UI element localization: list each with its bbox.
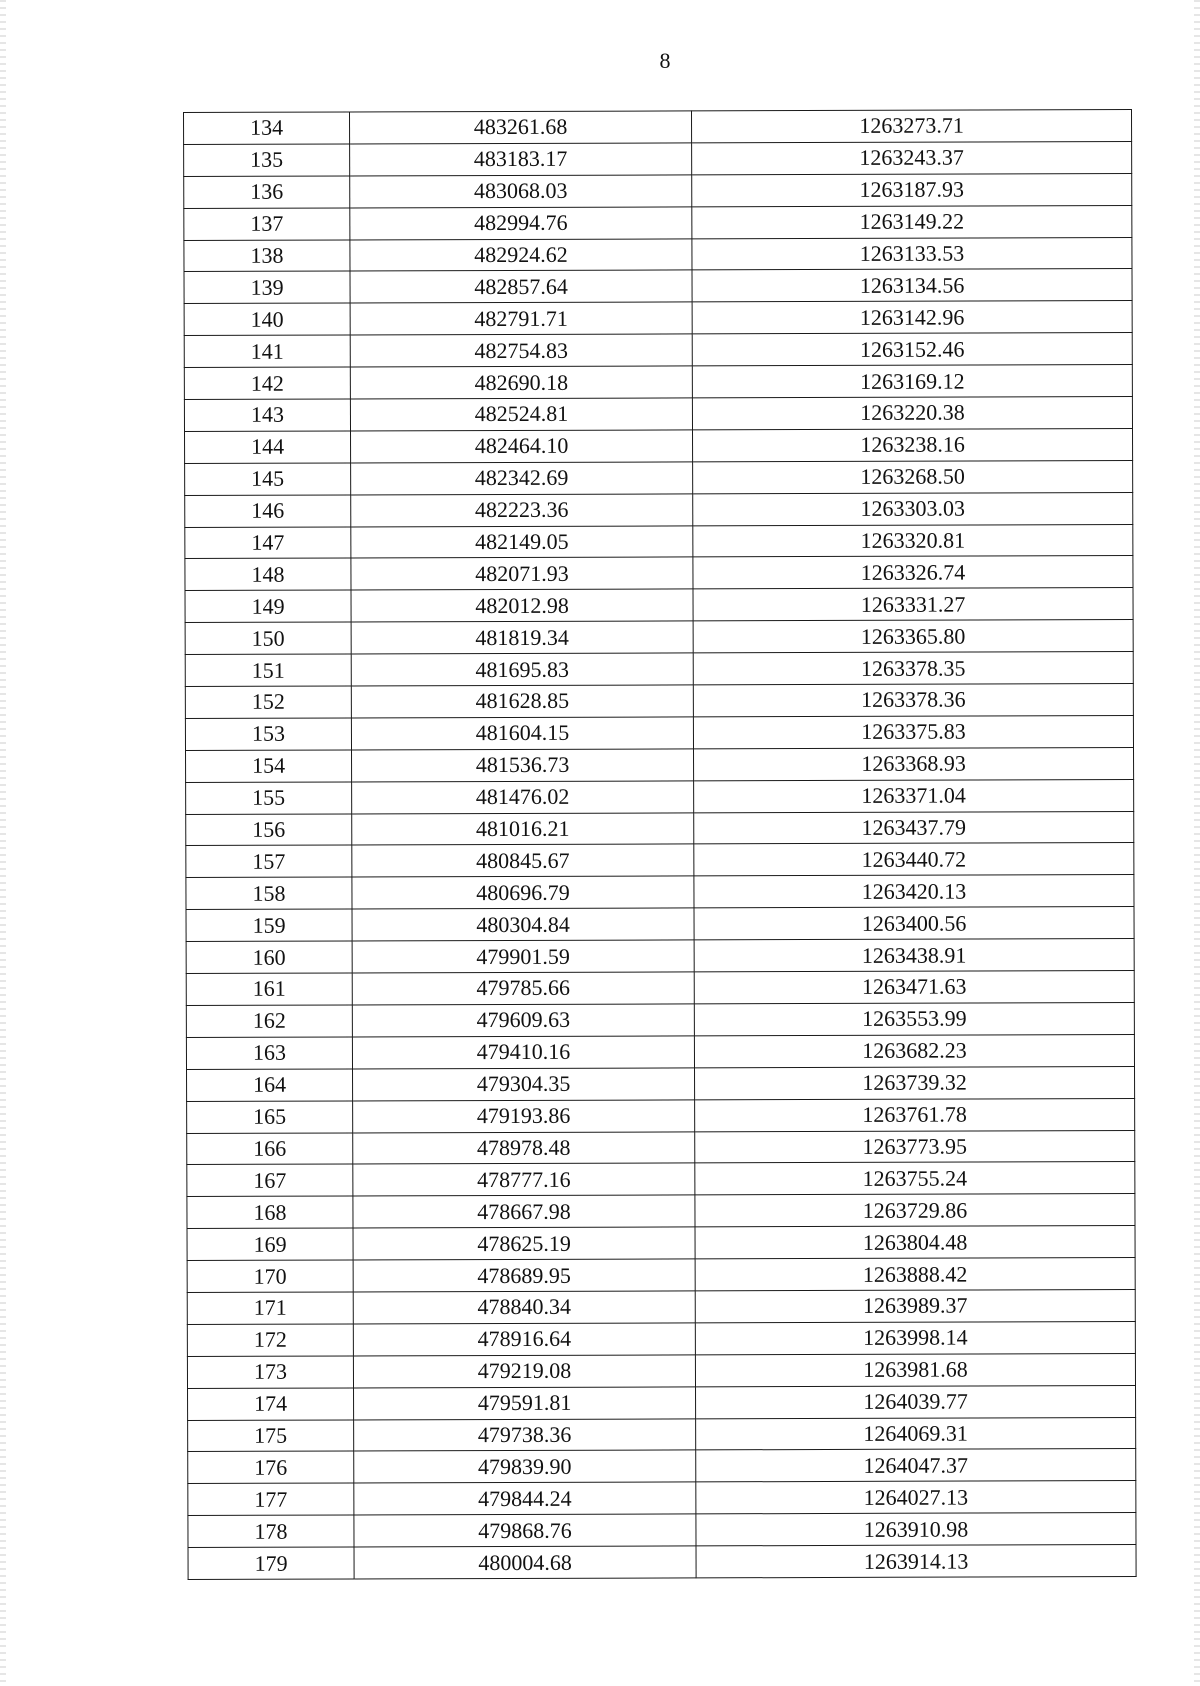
y-coordinate-cell: 1263169.12 [692,365,1132,398]
table-row [187,1098,1135,1133]
table-row [187,1321,1135,1356]
point-number-cell: 154 [186,750,352,782]
x-coordinate-cell: 482524.81 [350,398,692,431]
x-coordinate-cell: 482149.05 [351,525,693,558]
table-row [184,110,1132,145]
table-row [186,939,1134,974]
y-coordinate-cell: 1263378.35 [693,652,1133,685]
table-row [184,301,1132,336]
y-coordinate-cell: 1263375.83 [693,715,1133,748]
point-number-cell: 169 [187,1228,353,1260]
table-row [186,875,1134,910]
y-coordinate-cell: 1263981.68 [695,1353,1135,1386]
table-row [186,1034,1134,1069]
x-coordinate-cell: 479219.08 [353,1355,695,1388]
x-coordinate-cell: 482994.76 [350,207,692,240]
table-row [185,620,1133,655]
table-row [184,333,1132,368]
x-coordinate-cell: 482924.62 [350,238,692,271]
y-coordinate-cell: 1263804.48 [695,1226,1135,1259]
x-coordinate-cell: 479868.76 [354,1514,696,1547]
x-coordinate-cell: 482223.36 [351,494,693,527]
point-number-cell: 179 [188,1547,354,1579]
table-row [187,1289,1135,1324]
x-coordinate-cell: 483068.03 [350,175,692,208]
table-row [187,1194,1135,1229]
table-row [187,1258,1135,1293]
point-number-cell: 168 [187,1196,353,1228]
x-coordinate-cell: 479193.86 [353,1100,695,1133]
point-number-cell: 166 [187,1132,353,1164]
point-number-cell: 140 [184,303,350,335]
point-number-cell: 151 [185,654,351,686]
y-coordinate-cell: 1264047.37 [696,1449,1136,1482]
table-row [188,1545,1136,1580]
x-coordinate-cell: 481628.85 [351,685,693,718]
table-row [186,907,1134,942]
point-number-cell: 153 [185,718,351,750]
point-number-cell: 149 [185,590,351,622]
point-number-cell: 175 [188,1419,354,1451]
point-number-cell: 157 [186,845,352,877]
table-row [188,1417,1136,1452]
x-coordinate-cell: 479304.35 [353,1068,695,1101]
table-row [187,1066,1135,1101]
y-coordinate-cell: 1263273.71 [691,110,1131,143]
coordinate-table-body [184,110,1137,1580]
point-number-cell: 176 [188,1451,354,1483]
point-number-cell: 171 [187,1292,353,1324]
point-number-cell: 178 [188,1515,354,1547]
x-coordinate-cell: 483261.68 [350,111,692,144]
x-coordinate-cell: 479609.63 [352,1004,694,1037]
table-row [186,1002,1134,1037]
x-coordinate-cell: 479785.66 [352,972,694,1005]
x-coordinate-cell: 478689.95 [353,1259,695,1292]
point-number-cell: 136 [184,176,350,208]
point-number-cell: 165 [187,1101,353,1133]
point-number-cell: 146 [185,495,351,527]
x-coordinate-cell: 480845.67 [352,844,694,877]
y-coordinate-cell: 1263331.27 [693,588,1133,621]
table-row [188,1513,1136,1548]
table-row [184,269,1132,304]
y-coordinate-cell: 1263320.81 [693,524,1133,557]
y-coordinate-cell: 1263553.99 [694,1002,1134,1035]
y-coordinate-cell: 1263365.80 [693,620,1133,653]
y-coordinate-cell: 1263773.95 [695,1130,1135,1163]
point-number-cell: 159 [186,909,352,941]
x-coordinate-cell: 483183.17 [350,143,692,176]
x-coordinate-cell: 479844.24 [354,1482,696,1515]
table-row [186,971,1134,1006]
coordinate-table [183,109,1137,1580]
y-coordinate-cell: 1263220.38 [692,397,1132,430]
x-coordinate-cell: 479901.59 [352,940,694,973]
y-coordinate-cell: 1263368.93 [694,747,1134,780]
page-number: 8 [659,48,671,73]
table-row [184,397,1132,432]
y-coordinate-cell: 1263471.63 [694,971,1134,1004]
x-coordinate-cell: 478777.16 [353,1163,695,1196]
point-number-cell: 164 [187,1069,353,1101]
y-coordinate-cell: 1263152.46 [692,333,1132,366]
table-row [185,652,1133,687]
table-row [184,141,1132,176]
x-coordinate-cell: 481016.21 [352,812,694,845]
point-number-cell: 135 [184,144,350,176]
table-row [185,556,1133,591]
point-number-cell: 147 [185,527,351,559]
table-row [187,1130,1135,1165]
y-coordinate-cell: 1263268.50 [693,460,1133,493]
x-coordinate-cell: 478625.19 [353,1227,695,1260]
y-coordinate-cell: 1263761.78 [695,1098,1135,1131]
point-number-cell: 145 [185,463,351,495]
x-coordinate-cell: 482754.83 [350,334,692,367]
point-number-cell: 158 [186,877,352,909]
point-number-cell: 134 [184,112,350,144]
table-row [188,1481,1136,1516]
table-row [185,524,1133,559]
y-coordinate-cell: 1263243.37 [692,141,1132,174]
table-row [185,492,1133,527]
point-number-cell: 144 [185,431,351,463]
scan-edge-right [1194,0,1200,1686]
x-coordinate-cell: 479839.90 [354,1450,696,1483]
x-coordinate-cell: 481819.34 [351,621,693,654]
x-coordinate-cell: 480004.68 [354,1546,696,1579]
y-coordinate-cell: 1263371.04 [694,779,1134,812]
table-row [186,843,1134,878]
y-coordinate-cell: 1263133.53 [692,237,1132,270]
y-coordinate-cell: 1263420.13 [694,875,1134,908]
point-number-cell: 152 [185,686,351,718]
point-number-cell: 148 [185,558,351,590]
y-coordinate-cell: 1263440.72 [694,843,1134,876]
y-coordinate-cell: 1264039.77 [696,1385,1136,1418]
x-coordinate-cell: 482464.10 [351,430,693,463]
y-coordinate-cell: 1263989.37 [695,1289,1135,1322]
table-row [184,173,1132,208]
x-coordinate-cell: 480696.79 [352,876,694,909]
point-number-cell: 172 [187,1324,353,1356]
point-number-cell: 139 [184,271,350,303]
table-row [187,1226,1135,1261]
y-coordinate-cell: 1264027.13 [696,1481,1136,1514]
y-coordinate-cell: 1263187.93 [692,173,1132,206]
y-coordinate-cell: 1263888.42 [695,1258,1135,1291]
x-coordinate-cell: 480304.84 [352,908,694,941]
table-row [188,1449,1136,1484]
y-coordinate-cell: 1263149.22 [692,205,1132,238]
y-coordinate-cell: 1263238.16 [693,428,1133,461]
y-coordinate-cell: 1263378.36 [693,684,1133,717]
y-coordinate-cell: 1263437.79 [694,811,1134,844]
x-coordinate-cell: 479591.81 [354,1387,696,1420]
y-coordinate-cell: 1263998.14 [695,1321,1135,1354]
y-coordinate-cell: 1263682.23 [694,1034,1134,1067]
x-coordinate-cell: 481604.15 [351,717,693,750]
y-coordinate-cell: 1263910.98 [696,1513,1136,1546]
x-coordinate-cell: 481476.02 [352,781,694,814]
y-coordinate-cell: 1263914.13 [696,1545,1136,1578]
y-coordinate-cell: 1263755.24 [695,1162,1135,1195]
x-coordinate-cell: 482791.71 [350,302,692,335]
point-number-cell: 156 [186,814,352,846]
point-number-cell: 160 [186,941,352,973]
x-coordinate-cell: 479738.36 [354,1418,696,1451]
point-number-cell: 142 [184,367,350,399]
y-coordinate-cell: 1263729.86 [695,1194,1135,1227]
point-number-cell: 143 [184,399,350,431]
table-row [187,1353,1135,1388]
x-coordinate-cell: 478840.34 [353,1291,695,1324]
x-coordinate-cell: 482342.69 [351,462,693,495]
x-coordinate-cell: 481536.73 [352,749,694,782]
table-row [184,237,1132,272]
x-coordinate-cell: 478978.48 [353,1131,695,1164]
table-row [185,460,1133,495]
table-row [186,747,1134,782]
x-coordinate-cell: 481695.83 [351,653,693,686]
scan-edge-left [0,0,6,1686]
table-row [185,715,1133,750]
point-number-cell: 163 [186,1037,352,1069]
table-row [186,779,1134,814]
x-coordinate-cell: 478667.98 [353,1195,695,1228]
y-coordinate-cell: 1263400.56 [694,907,1134,940]
table-row [185,684,1133,719]
x-coordinate-cell: 482690.18 [350,366,692,399]
table-row [187,1162,1135,1197]
table-row [184,365,1132,400]
point-number-cell: 138 [184,240,350,272]
x-coordinate-cell: 478916.64 [353,1323,695,1356]
table-row [185,588,1133,623]
point-number-cell: 167 [187,1164,353,1196]
y-coordinate-cell: 1263326.74 [693,556,1133,589]
table-row [185,428,1133,463]
point-number-cell: 162 [186,1005,352,1037]
x-coordinate-cell: 479410.16 [352,1036,694,1069]
y-coordinate-cell: 1264069.31 [696,1417,1136,1450]
point-number-cell: 155 [186,782,352,814]
y-coordinate-cell: 1263142.96 [692,301,1132,334]
x-coordinate-cell: 482071.93 [351,557,693,590]
point-number-cell: 137 [184,208,350,240]
y-coordinate-cell: 1263303.03 [693,492,1133,525]
point-number-cell: 173 [187,1356,353,1388]
y-coordinate-cell: 1263438.91 [694,939,1134,972]
point-number-cell: 141 [184,335,350,367]
table-row [184,205,1132,240]
point-number-cell: 150 [185,622,351,654]
table-row [188,1385,1136,1420]
point-number-cell: 161 [186,973,352,1005]
y-coordinate-cell: 1263134.56 [692,269,1132,302]
x-coordinate-cell: 482857.64 [350,270,692,303]
point-number-cell: 170 [187,1260,353,1292]
x-coordinate-cell: 482012.98 [351,589,693,622]
point-number-cell: 177 [188,1483,354,1515]
y-coordinate-cell: 1263739.32 [695,1066,1135,1099]
table-row [186,811,1134,846]
point-number-cell: 174 [188,1388,354,1420]
